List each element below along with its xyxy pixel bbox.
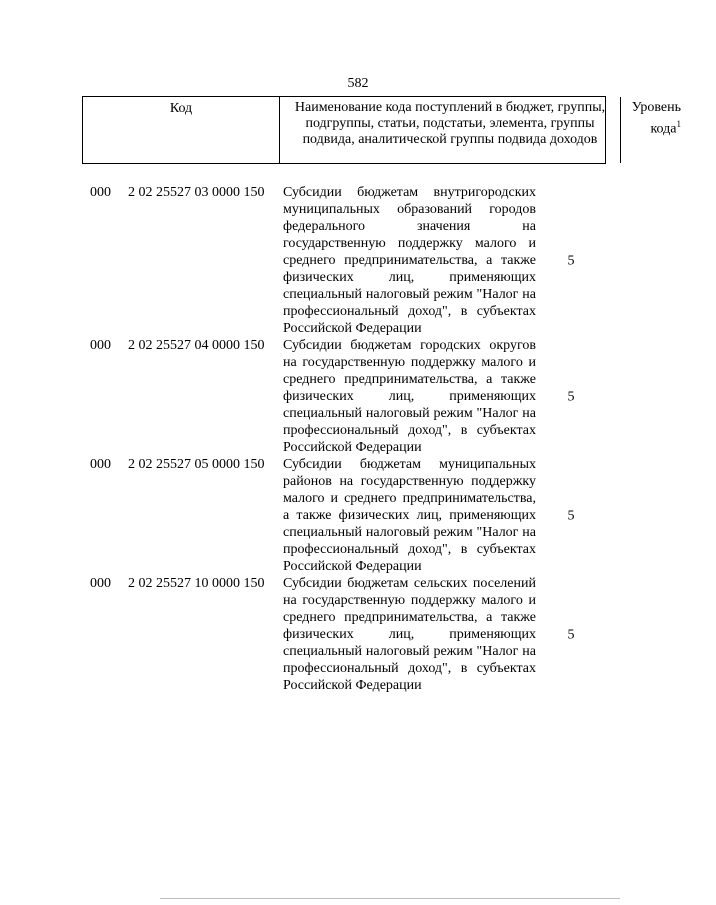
row-level: 5 <box>567 253 575 268</box>
row-level: 5 <box>567 508 575 523</box>
row-prefix: 000 <box>90 338 111 353</box>
header-level-label: Уровень кода <box>631 100 681 137</box>
row-name: Субсидии бюджетам сельских поселений на государственную поддержку малого и среднего предпринимательства, а также физических лиц, применяющих специальный налоговый режим "Налог на профессиональный доход", в субъектах Российской Федерации <box>283 576 536 693</box>
header-code: Код <box>169 101 193 116</box>
row-name: Субсидии бюджетам городских округов на государственную поддержку малого и среднего предпринимательства, а также физических лиц, применяющих специальный налоговый режим "Налог на профессиональный доход", в субъектах Российской Федерации <box>283 338 536 455</box>
table-row <box>0 575 640 694</box>
row-prefix: 000 <box>90 576 111 591</box>
table-row <box>0 184 640 337</box>
row-code: 2 02 25527 03 0000 150 <box>128 185 265 200</box>
header-level-footnote: 1 <box>676 119 681 129</box>
row-prefix: 000 <box>90 185 111 200</box>
row-prefix: 000 <box>90 457 111 472</box>
header-name: Наименование кода поступлений в бюджет, группы, подгруппы, статьи, подстатьи, элемента, группы подвида, аналитической группы подвида доходов <box>279 97 621 163</box>
row-name: Субсидии бюджетам муниципальных районов на государственную поддержку малого и среднего предпринимательства, а также физических лиц, применяющих специальный налоговый режим "Налог на профессиональный доход", в субъектах Российской Федерации <box>283 457 536 574</box>
row-level: 5 <box>567 627 575 642</box>
bottom-scan-line <box>160 898 620 899</box>
row-code: 2 02 25527 04 0000 150 <box>128 338 265 353</box>
header-level <box>621 97 685 163</box>
table-body <box>0 184 640 694</box>
row-name: Субсидии бюджетам внутригородских муниципальных образований городов федерального значения на государственную поддержку малого и среднего предпринимательства, а также физических лиц, применяющих специальный налоговый режим "Налог на профессиональный доход", в субъектах Российской Федерации <box>283 185 536 336</box>
page-number: 582 <box>347 76 369 91</box>
table-header <box>82 96 681 164</box>
row-code: 2 02 25527 05 0000 150 <box>128 457 265 472</box>
table-row <box>0 456 640 575</box>
row-level: 5 <box>567 389 575 404</box>
row-code: 2 02 25527 10 0000 150 <box>128 576 265 591</box>
table-row <box>0 337 640 456</box>
